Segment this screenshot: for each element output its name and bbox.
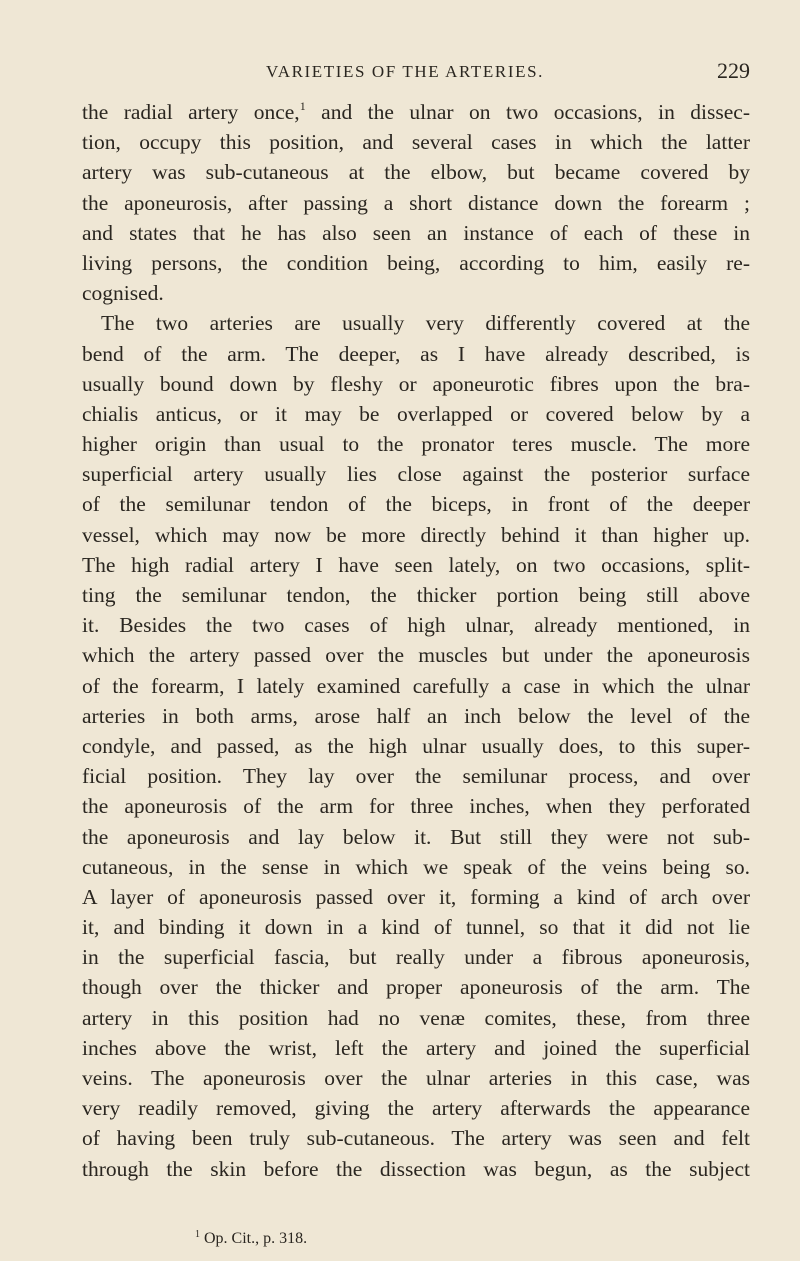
text-line: veins. The aponeurosis over the ulnar arteries in this case, was <box>82 1066 750 1090</box>
paragraph-start-line: The two arteries are usually very differently covered at the <box>101 311 750 336</box>
text-line: very readily removed, giving the artery afterwards the appearance <box>82 1096 750 1121</box>
text-line <box>82 97 750 127</box>
text-line: it, and binding it down in a kind of tunnel, so that it did not lie <box>82 915 750 940</box>
text-line: of having been truly sub-cutaneous. The artery was seen and felt <box>82 1126 750 1151</box>
text-line-end: and the ulnar on two occasions, in dissec- <box>305 100 751 124</box>
text-line: higher origin than usual to the pronator teres muscle. The more <box>82 432 750 457</box>
text-line: inches above the wrist, left the artery and joined the superficial <box>82 1035 750 1060</box>
text-line: artery was sub-cutaneous at the elbow, but became covered by <box>82 160 750 185</box>
text-line: living persons, the condition being, according to him, easily re- <box>82 250 750 275</box>
text-line: condyle, and passed, as the high ulnar usually does, to this super- <box>82 733 750 758</box>
footnote-text: Op. Cit., p. 318. <box>200 1230 308 1247</box>
text-line: vessel, which may now be more directly behind it than higher up. <box>82 522 750 547</box>
text-line: chialis anticus, or it may be overlapped or covered below by a <box>82 401 750 426</box>
running-title: VARIETIES OF THE ARTERIES. <box>266 62 544 81</box>
footnote <box>195 1229 307 1249</box>
text-line-start: the radial artery once, <box>82 100 300 124</box>
body-text <box>82 97 750 1184</box>
text-line: in the superficial fascia, but really under a fibrous aponeurosis, <box>82 945 750 970</box>
text-line: tion, occupy this position, and several cases in which the latter <box>82 130 750 155</box>
text-line: artery in this position had no venæ comites, these, from three <box>82 1005 750 1030</box>
text-line: through the skin before the dissection was begun, as the subject <box>82 1156 750 1181</box>
text-line: cutaneous, in the sense in which we speak of the veins being so. <box>82 854 750 879</box>
text-line: of the semilunar tendon of the biceps, in front of the deeper <box>82 492 750 517</box>
text-line: usually bound down by fleshy or aponeurotic fibres upon the bra- <box>82 371 750 396</box>
text-line: though over the thicker and proper aponeurosis of the arm. The <box>82 975 750 1000</box>
text-line: the aponeurosis of the arm for three inches, when they perforated <box>82 794 750 819</box>
text-line: which the artery passed over the muscles but under the aponeurosis <box>82 643 750 668</box>
text-line: the aponeurosis and lay below it. But still they were not sub- <box>82 824 750 849</box>
text-line: A layer of aponeurosis passed over it, forming a kind of arch over <box>82 884 750 909</box>
text-line: cognised. <box>82 281 164 306</box>
text-line: arteries in both arms, arose half an inch below the level of the <box>82 703 750 728</box>
text-line: superficial artery usually lies close against the posterior surface <box>82 462 750 487</box>
text-line: ting the semilunar tendon, the thicker portion being still above <box>82 583 750 607</box>
footnote-marker: 1 <box>195 1229 200 1240</box>
text-line: of the forearm, I lately examined carefully a case in which the ulnar <box>82 673 750 698</box>
page-number: 229 <box>717 58 750 83</box>
text-line: it. Besides the two cases of high ulnar, already mentioned, in <box>82 613 750 638</box>
text-line: bend of the arm. The deeper, as I have already described, is <box>82 341 750 366</box>
text-line: ficial position. They lay over the semilunar process, and over <box>82 764 750 789</box>
text-line: and states that he has also seen an instance of each of these in <box>82 220 750 245</box>
text-line: the aponeurosis, after passing a short distance down the forearm ; <box>82 190 750 215</box>
footnote-reference: 1 <box>299 99 306 113</box>
running-head <box>60 58 750 86</box>
text-line: The high radial artery I have seen lately, on two occasions, split- <box>82 552 750 577</box>
